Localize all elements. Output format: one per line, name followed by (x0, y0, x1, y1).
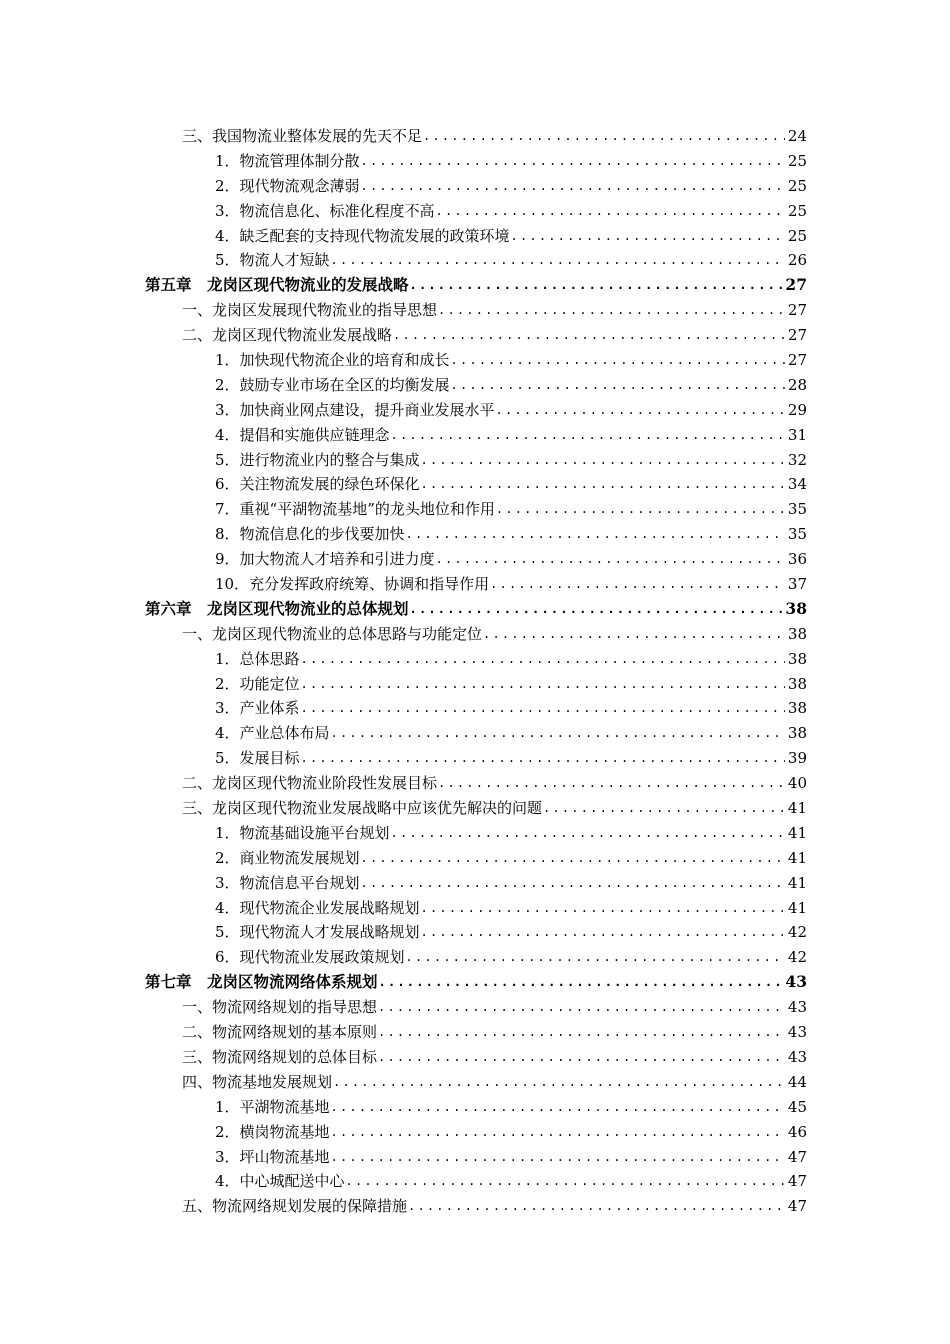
toc-entry-title: 三、物流网络规划的总体目标 (182, 1047, 378, 1066)
toc-entry[interactable] (145, 746, 807, 771)
toc-entry[interactable] (145, 174, 807, 199)
toc-page-number: 34 (787, 475, 807, 494)
toc-leader-dots (360, 174, 785, 199)
toc-entry-title: 一、物流网络规划的指导思想 (182, 998, 378, 1017)
toc-leader-dots (300, 647, 785, 672)
toc-leader-dots (330, 1120, 785, 1145)
toc-entry[interactable] (145, 472, 807, 497)
toc-entry-title: 1．物流基础设施平台规划 (215, 823, 390, 842)
toc-entry[interactable] (145, 672, 807, 697)
toc-leader-dots (495, 398, 785, 423)
toc-page-number: 27 (787, 326, 807, 345)
toc-entry[interactable] (145, 622, 807, 647)
toc-page-number: 41 (787, 848, 807, 867)
toc-entry[interactable] (145, 348, 807, 373)
toc-page-number: 44 (787, 1072, 807, 1091)
toc-page-number: 28 (787, 375, 807, 394)
toc-leader-dots (450, 373, 785, 398)
toc-leader-dots (392, 323, 785, 348)
toc-entry[interactable] (145, 1169, 807, 1194)
toc-page-number: 26 (787, 251, 807, 270)
toc-entry[interactable] (145, 224, 807, 249)
toc-page-number: 43 (787, 1047, 807, 1066)
toc-page-number: 47 (787, 1197, 807, 1216)
toc-entry-title: 2．商业物流发展规划 (215, 848, 360, 867)
toc-entry-title: 10．充分发挥政府统筹、协调和指导作用 (215, 575, 490, 594)
toc-page-number: 32 (787, 450, 807, 469)
toc-page-number: 29 (787, 400, 807, 419)
toc-page-number: 43 (785, 972, 807, 992)
toc-leader-dots (360, 149, 785, 174)
toc-page-number: 47 (787, 1172, 807, 1191)
toc-entry-title: 9．加大物流人才培养和引进力度 (215, 550, 435, 569)
toc-leader-dots (390, 821, 785, 846)
toc-entry[interactable] (145, 1194, 807, 1219)
toc-entry[interactable] (145, 448, 807, 473)
toc-leader-dots (360, 846, 785, 871)
toc-entry-title: 3．产业体系 (215, 699, 300, 718)
toc-entry-title: 5．物流人才短缺 (215, 251, 330, 270)
toc-entry-title: 3．物流信息化、标准化程度不高 (215, 201, 435, 220)
toc-page-number: 41 (787, 898, 807, 917)
toc-leader-dots (489, 572, 785, 597)
toc-page-number: 42 (787, 923, 807, 942)
toc-leader-dots (330, 1145, 785, 1170)
toc-leader-dots (450, 348, 785, 373)
toc-entry-title: 3．坪山物流基地 (215, 1147, 330, 1166)
toc-leader-dots (420, 448, 785, 473)
toc-entry-title: 4．现代物流企业发展战略规划 (215, 898, 420, 917)
toc-entry-title: 2．鼓励专业市场在全区的均衡发展 (215, 375, 450, 394)
toc-entry[interactable] (145, 1120, 807, 1145)
toc-leader-dots (377, 1045, 785, 1070)
toc-page-number: 38 (787, 624, 807, 643)
toc-entry[interactable] (145, 1095, 807, 1120)
toc-page-number: 27 (785, 275, 807, 295)
toc-entry-title: 4．中心城配送中心 (215, 1172, 345, 1191)
toc-entry-title: 二、龙岗区现代物流业发展战略 (182, 326, 393, 345)
toc-chapter-entry[interactable] (145, 970, 807, 995)
toc-leader-dots (409, 597, 785, 622)
toc-chapter-entry[interactable] (145, 597, 807, 622)
toc-entry-title: 二、龙岗区现代物流业阶段性发展目标 (182, 774, 438, 793)
toc-page-number: 41 (787, 799, 807, 818)
toc-page-number: 27 (787, 301, 807, 320)
toc-page-number: 36 (787, 550, 807, 569)
toc-entry-title: 2．现代物流观念薄弱 (215, 176, 360, 195)
toc-entry-title: 第六章 龙岗区现代物流业的总体规划 (145, 598, 409, 618)
toc-leader-dots (510, 224, 785, 249)
toc-entry[interactable] (145, 522, 807, 547)
toc-entry[interactable] (145, 721, 807, 746)
toc-entry-title: 四、物流基地发展规划 (182, 1072, 333, 1091)
toc-entry-title: 三、龙岗区现代物流业发展战略中应该优先解决的问题 (182, 799, 543, 818)
toc-entry[interactable] (145, 323, 807, 348)
toc-entry[interactable] (145, 398, 807, 423)
toc-leader-dots (330, 248, 785, 273)
toc-leader-dots (482, 622, 785, 647)
toc-entry-title: 一、龙岗区现代物流业的总体思路与功能定位 (182, 624, 483, 643)
toc-page-number: 45 (787, 1097, 807, 1116)
toc-entry-title: 4．产业总体布局 (215, 724, 330, 743)
toc-entry-title: 1．物流管理体制分散 (215, 151, 360, 170)
toc-page-number: 41 (787, 823, 807, 842)
toc-entry[interactable] (145, 945, 807, 970)
toc-leader-dots (495, 497, 785, 522)
toc-leader-dots (330, 1095, 785, 1120)
toc-entry[interactable] (145, 771, 807, 796)
toc-page-number: 35 (787, 500, 807, 519)
toc-leader-dots (422, 124, 785, 149)
toc-page-number: 25 (787, 176, 807, 195)
toc-leader-dots (330, 721, 785, 746)
toc-entry[interactable] (145, 821, 807, 846)
toc-page-number: 31 (787, 425, 807, 444)
toc-page-number: 43 (787, 998, 807, 1017)
toc-entry-title: 1．平湖物流基地 (215, 1097, 330, 1116)
toc-page-number: 38 (787, 649, 807, 668)
toc-leader-dots (300, 672, 785, 697)
toc-entry-title: 二、物流网络规划的基本原则 (182, 1023, 378, 1042)
toc-entry-title: 五、物流网络规划发展的保障措施 (182, 1197, 408, 1216)
toc-entry-title: 2．横岗物流基地 (215, 1122, 330, 1141)
toc-entry[interactable] (145, 149, 807, 174)
toc-leader-dots (377, 1020, 785, 1045)
toc-entry-title: 6．关注物流发展的绿色环保化 (215, 475, 420, 494)
toc-leader-dots (420, 472, 785, 497)
toc-entry[interactable] (145, 871, 807, 896)
toc-entry-title: 第七章 龙岗区物流网络体系规划 (145, 972, 378, 992)
toc-entry-title: 4．缺乏配套的支持现代物流发展的政策环境 (215, 226, 510, 245)
toc-leader-dots (377, 995, 785, 1020)
toc-entry-title: 7．重视“平湖物流基地”的龙头地位和作用 (215, 500, 495, 519)
toc-page-number: 27 (787, 351, 807, 369)
toc-page-number: 40 (787, 774, 807, 793)
toc-entry-title: 2．功能定位 (215, 674, 300, 693)
toc-entry[interactable] (145, 647, 807, 672)
toc-leader-dots (390, 423, 785, 448)
toc-entry-title: 5．进行物流业内的整合与集成 (215, 450, 420, 469)
toc-entry[interactable] (145, 696, 807, 721)
toc-page-number: 25 (787, 226, 807, 245)
toc-leader-dots (405, 522, 785, 547)
toc-leader-dots (300, 696, 785, 721)
toc-leader-dots (407, 1194, 785, 1219)
toc-entry[interactable] (145, 921, 807, 946)
toc-leader-dots (420, 920, 785, 945)
toc-entry-title: 5．发展目标 (215, 749, 300, 768)
toc-leader-dots (437, 298, 785, 323)
toc-page-number: 38 (785, 598, 807, 618)
toc-entry[interactable] (145, 1045, 807, 1070)
toc-entry[interactable] (145, 572, 807, 597)
toc-page-number: 38 (787, 699, 807, 718)
toc-entry[interactable] (145, 1070, 807, 1095)
toc-leader-dots (405, 945, 785, 970)
toc-page-number: 35 (787, 525, 807, 544)
toc-entry[interactable] (145, 1145, 807, 1170)
toc-leader-dots (542, 796, 785, 821)
toc-page-number: 38 (787, 724, 807, 743)
toc-entry-title: 一、龙岗区发展现代物流业的指导思想 (182, 301, 438, 320)
table-of-contents (145, 124, 807, 1219)
toc-leader-dots (437, 771, 785, 796)
toc-entry[interactable] (145, 896, 807, 921)
toc-page-number: 25 (787, 201, 807, 220)
toc-page-number: 25 (787, 151, 807, 170)
toc-page-number: 47 (787, 1147, 807, 1166)
toc-entry-title: 4．提倡和实施供应链理念 (215, 425, 390, 444)
toc-leader-dots (300, 746, 785, 771)
toc-leader-dots (345, 1169, 785, 1194)
toc-page-number: 42 (787, 948, 807, 967)
toc-entry[interactable] (145, 547, 807, 572)
toc-page-number: 43 (787, 1023, 807, 1042)
toc-entry[interactable] (145, 298, 807, 323)
toc-leader-dots (378, 970, 785, 995)
toc-page-number: 37 (787, 575, 807, 594)
toc-leader-dots (420, 896, 785, 921)
toc-entry-title: 1．总体思路 (215, 649, 300, 668)
toc-leader-dots (332, 1070, 785, 1095)
toc-entry[interactable] (145, 199, 807, 224)
toc-entry-title: 8．物流信息化的步伐要加快 (215, 525, 405, 544)
toc-entry-title: 3．物流信息平台规划 (215, 873, 360, 892)
toc-entry[interactable] (145, 124, 807, 149)
toc-entry-title: 第五章 龙岗区现代物流业的发展战略 (145, 275, 409, 295)
toc-entry[interactable] (145, 995, 807, 1020)
toc-chapter-entry[interactable] (145, 273, 807, 298)
toc-entry[interactable] (145, 373, 807, 398)
toc-page-number: 39 (787, 749, 807, 768)
toc-entry[interactable] (145, 846, 807, 871)
toc-entry[interactable] (145, 423, 807, 448)
toc-entry-title: 1．加快现代物流企业的培育和成长 (215, 351, 450, 369)
toc-page-number: 41 (787, 873, 807, 892)
toc-entry[interactable] (145, 796, 807, 821)
toc-leader-dots (360, 871, 785, 896)
toc-entry[interactable] (145, 1020, 807, 1045)
toc-page-number: 38 (787, 674, 807, 693)
toc-entry-title: 3．加快商业网点建设，提升商业发展水平 (215, 400, 495, 419)
toc-leader-dots (435, 199, 785, 224)
toc-leader-dots (409, 273, 785, 298)
toc-entry-title: 6．现代物流业发展政策规划 (215, 948, 405, 967)
toc-page-number: 24 (787, 126, 807, 145)
toc-entry[interactable] (145, 497, 807, 522)
toc-entry-title: 三、我国物流业整体发展的先天不足 (182, 126, 423, 145)
toc-leader-dots (435, 547, 785, 572)
toc-entry[interactable] (145, 248, 807, 273)
toc-entry-title: 5．现代物流人才发展战略规划 (215, 923, 420, 942)
toc-page-number: 46 (787, 1122, 807, 1141)
